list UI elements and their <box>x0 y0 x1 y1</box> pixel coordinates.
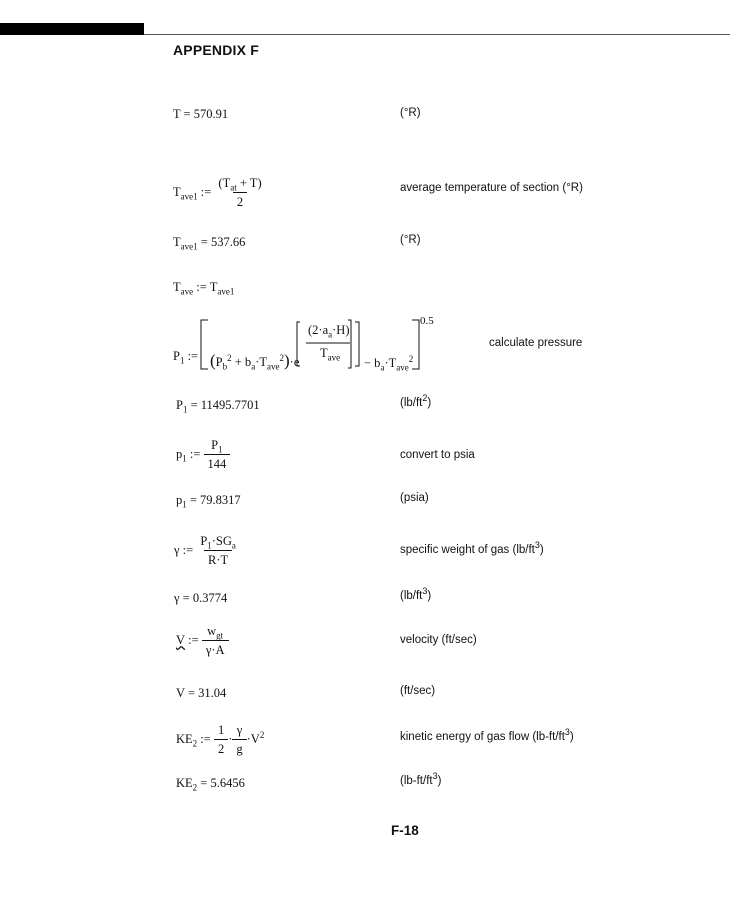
tave1-unit: (°R) <box>400 234 421 246</box>
t-unit: (°R) <box>400 107 421 119</box>
p1-psia-note: convert to psia <box>400 449 475 461</box>
appendix-title: APPENDIX F <box>173 42 260 58</box>
p1-subtract-term: − $b_a\cdot T_{ave}^2$ <box>364 353 414 373</box>
tave1-definition: $T_{ave1}$ := $\frac{(T_{at} + T)}{2}$ <box>173 176 262 209</box>
velocity-unit: (ft/sec) <box>400 685 436 697</box>
p1-note: calculate pressure <box>489 337 583 349</box>
gamma-definition: γ := $\frac{P_1\cdot SG_a}{R\cdot T}$ <box>174 534 236 567</box>
tave-definition: $T_{ave}$ := $T_{ave1}$ <box>173 280 235 297</box>
t-result: T = 570.91 <box>173 107 229 121</box>
p1-psia-unit: (psia) <box>400 492 429 504</box>
p1-outer-exponent: 0.5 <box>420 315 434 327</box>
page-number: F-18 <box>391 823 419 838</box>
tave1-note: average temperature of section (°R) <box>400 182 583 194</box>
velocity-result: V = 31.04 <box>176 686 227 700</box>
ke-result: $KE_2 = 5.6456$ <box>176 776 245 793</box>
velocity-definition: V := $\frac{w_{gt}}{\gamma\cdot A}$ <box>176 625 229 656</box>
ke-definition: $KE_2$ := $\frac{1}{2}$ · $\frac{\gamma}{g}$ $\cdot V^2$ <box>176 723 265 756</box>
p1-psia-result: $p_1 = 79.8317$ <box>176 493 241 510</box>
p1-psia-definition: $p_1$ := $\frac{P_1}{144}$ <box>176 439 230 470</box>
header-bar <box>0 23 144 35</box>
gamma-unit: $(lb/ft^3)$ <box>400 586 432 602</box>
p1-unit: $(lb/ft^2)$ <box>400 393 432 409</box>
p1-result: $P_1 = 11495.7701$ <box>176 398 260 415</box>
velocity-note: velocity (ft/sec) <box>400 634 477 646</box>
header-rule <box>144 34 730 35</box>
ke-note: kinetic energy of gas flow $(lb-ft/ft^3)$ <box>400 727 574 743</box>
p1-base-term: $(P_b^2 + b_a\cdot T_{ave}^2)\cdot e$ <box>210 351 300 372</box>
ke-unit: $(lb-ft/ft^3)$ <box>400 771 442 787</box>
tave1-result: $T_{ave1} = 537.66$ <box>173 235 246 252</box>
gamma-note: specific weight of gas $(lb/ft^3)$ <box>400 540 544 556</box>
p1-exponent-denominator: $T_{ave}$ <box>320 346 341 363</box>
p1-exponent-numerator: $(2\cdot a_a\cdot H)$ <box>308 323 350 340</box>
gamma-result: γ = 0.3774 <box>174 591 228 605</box>
p1-lhs: $P_1$ := <box>173 349 199 366</box>
